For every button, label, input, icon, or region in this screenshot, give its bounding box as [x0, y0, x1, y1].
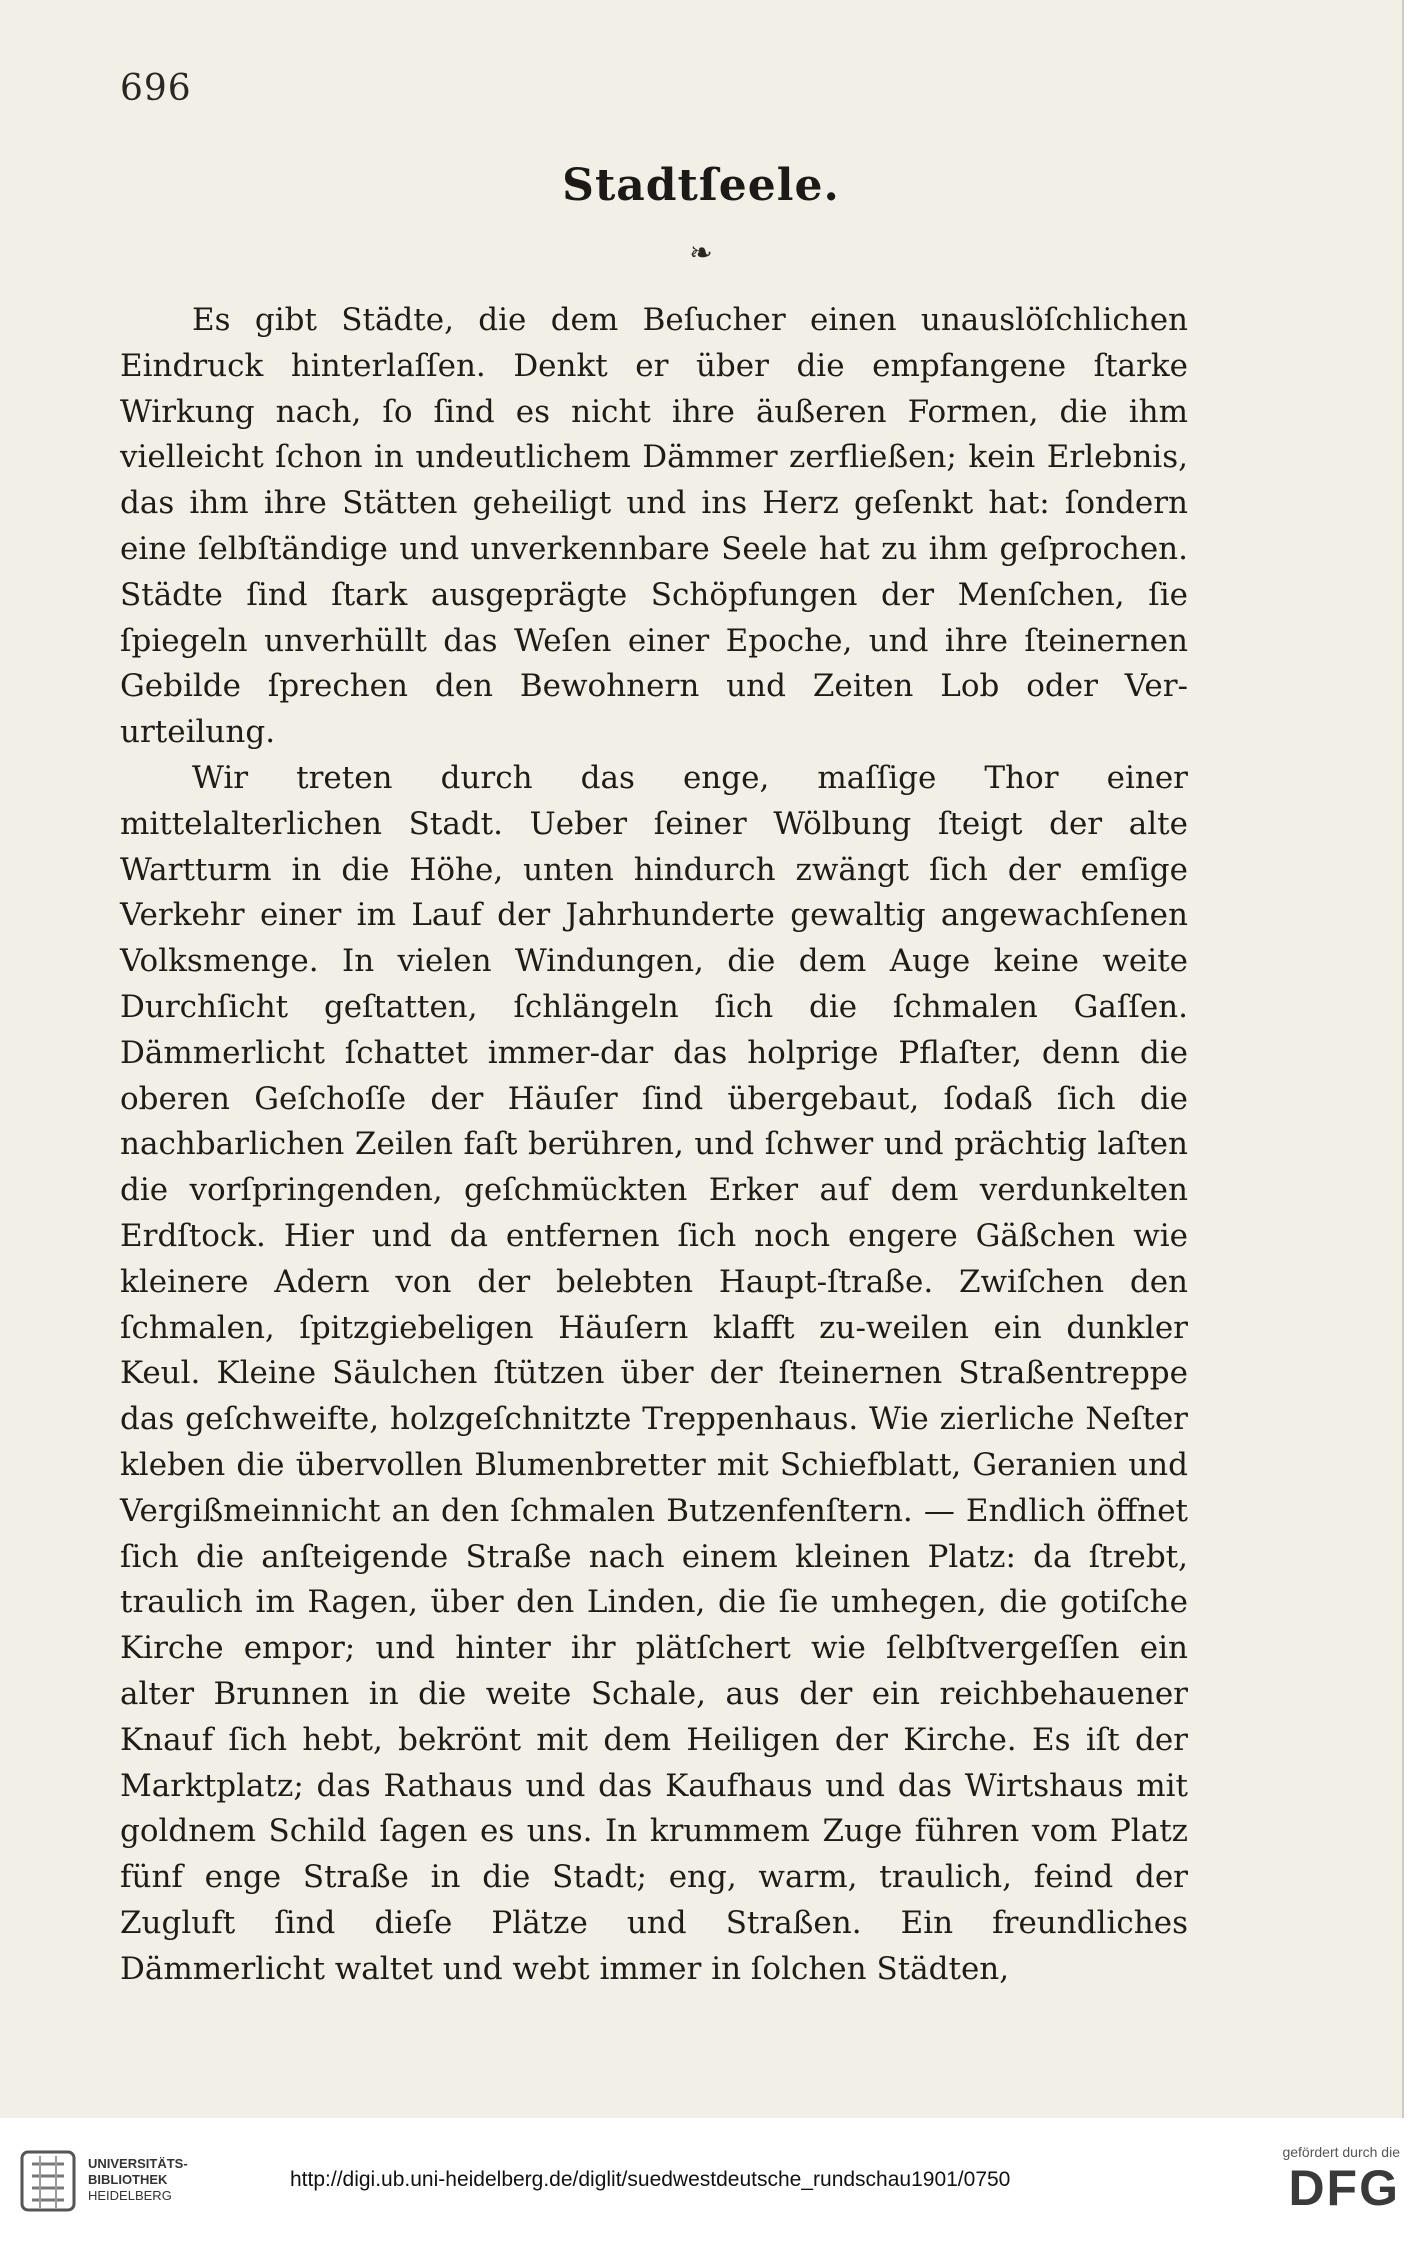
- paragraph-1: Es gibt Städte, die dem Beſucher einen unauslöſchlichen Eindruck hinterlaſſen. Denkt er über die empfangene ſtarke Wirkung nach, ſo ſind es nicht ihre äußeren Formen, die ihm vielleicht ſchon in undeutlichem Dämmer zerfließen; kein Erlebnis, das ihm ihre Stätten geheiligt und ins Herz geſenkt hat: ſondern eine ſelbſtändige und unverkennbare Seele hat zu ihm geſprochen. Städte ſind ſtark ausgeprägte Schöpfungen der Menſchen, ſie ſpiegeln unverhüllt das Weſen einer Epoche, und ihre ſteinernen Gebilde ſprechen den Bewohnern und Zeiten Lob oder Ver-urteilung.: [120, 302, 1188, 751]
- library-seal-icon: [18, 2148, 78, 2214]
- title-ornament-icon: ❧: [689, 236, 713, 269]
- footer-bar: [0, 2118, 1420, 2241]
- page-number: 696: [120, 68, 192, 109]
- library-name: [88, 2156, 188, 2204]
- library-name-line1: UNIVERSITÄTS-: [88, 2156, 188, 2171]
- library-logo[interactable]: [18, 2148, 318, 2218]
- library-name-line3: HEIDELBERG: [88, 2188, 172, 2203]
- library-name-line2: BIBLIOTHEK: [88, 2172, 168, 2187]
- article-body: [120, 298, 1188, 1992]
- source-url-link[interactable]: http://digi.ub.uni-heidelberg.de/diglit/suedwestdeutsche_rundschau1901/0750: [290, 2168, 1011, 2191]
- article-title: Stadtſeele.: [562, 160, 840, 211]
- dfg-logo[interactable]: DFG: [1288, 2160, 1400, 2216]
- sponsor-block: [1240, 2144, 1400, 2216]
- sponsor-label: gefördert durch die: [1282, 2144, 1400, 2160]
- paragraph-2: Wir treten durch das enge, maſſige Thor einer mittelalterlichen Stadt. Ueber ſeiner Wölbung ſteigt der alte Wartturm in die Höhe, unten hindurch zwängt ſich der emſige Verkehr einer im Lauf der Jahrhunderte gewaltig angewachſenen Volksmenge. In vielen Windungen, die dem Auge keine weite Durchſicht geſtatten, ſchlängeln ſich die ſchmalen Gaſſen. Dämmerlicht ſchattet immer-dar das holprige Pflaſter, denn die oberen Geſchoſſe der Häuſer ſind übergebaut, ſodaß ſich die nachbarlichen Zeilen faſt berühren, und ſchwer und prächtig laſten die vorſpringenden, geſchmückten Erker auf dem verdunkelten Erdſtock. Hier und da entfernen ſich noch engere Gäßchen wie kleinere Adern von der belebten Haupt-ſtraße. Zwiſchen den ſchmalen, ſpitzgiebeligen Häuſern klafft zu-weilen ein dunkler Keul. Kleine Säulchen ſtützen über der ſteinernen Straßentreppe das geſchweifte, holzgeſchnitzte Treppenhaus. Wie zierliche Neſter kleben die übervollen Blumenbretter mit Schiefblatt, Geranien und Vergißmeinnicht an den ſchmalen Butzenfenſtern. — Endlich öffnet ſich die anſteigende Straße nach einem kleinen Platz: da ſtrebt, traulich im Ragen, über den Linden, die ſie umhegen, die gotiſche Kirche empor; und hinter ihr plätſchert wie ſelbſtvergeſſen ein alter Brunnen in die weite Schale, aus der ein reichbehauener Knauf ſich hebt, bekrönt mit dem Heiligen der Kirche. Es iſt der Marktplatz; das Rathaus und das Kaufhaus und das Wirtshaus mit goldnem Schild ſagen es uns. In krummem Zuge führen vom Platz fünf enge Straße in die Stadt; eng, warm, traulich, feind der Zugluft ſind dieſe Plätze und Straßen. Ein freundliches Dämmerlicht waltet und webt immer in ſolchen Städten,: [120, 759, 1188, 1987]
